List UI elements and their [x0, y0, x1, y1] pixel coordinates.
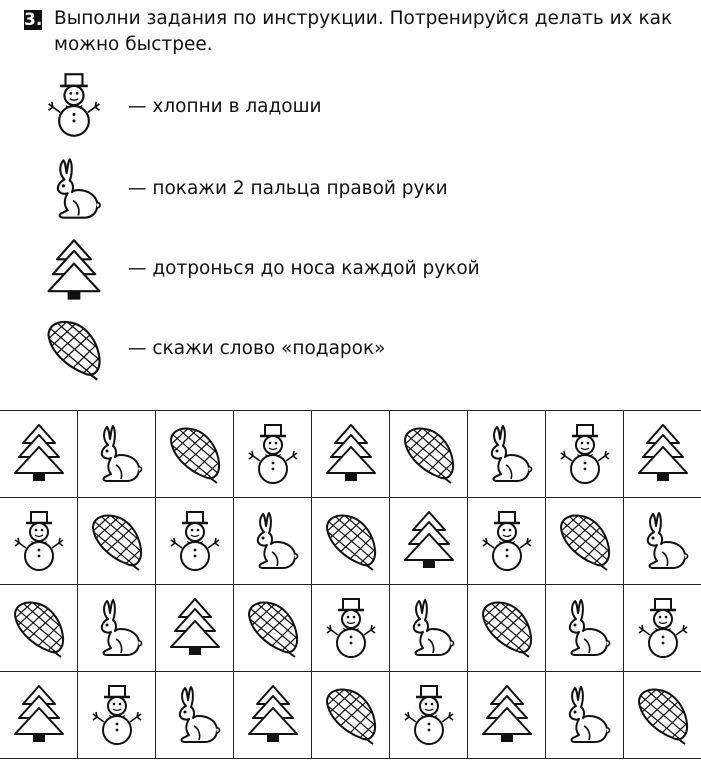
tree-icon	[40, 236, 108, 306]
grid-cell	[0, 498, 78, 585]
grid-row	[0, 411, 701, 498]
grid-cell	[624, 585, 701, 672]
snowman-icon	[243, 421, 303, 487]
tree-icon	[243, 682, 303, 748]
grid-cell	[546, 498, 624, 585]
grid-cell	[468, 498, 546, 585]
legend-text-rabbit: — покажи 2 пальца правой руки	[128, 178, 448, 199]
symbol-grid	[0, 410, 701, 759]
legend-item-rabbit	[40, 154, 640, 234]
grid-cell	[0, 411, 78, 498]
snowman-icon	[165, 508, 225, 574]
grid-row	[0, 498, 701, 585]
grid-cell	[624, 672, 701, 759]
grid-cell	[468, 672, 546, 759]
grid-cell	[390, 411, 468, 498]
tree-icon	[165, 595, 225, 661]
legend-item-snowman	[40, 70, 640, 150]
grid-cell	[624, 498, 701, 585]
rabbit-icon	[555, 595, 615, 661]
legend-text-snowman: — хлопни в ладоши	[128, 96, 322, 117]
grid-cell	[390, 672, 468, 759]
grid-cell	[390, 585, 468, 672]
grid-cell	[78, 411, 156, 498]
tree-icon	[399, 508, 459, 574]
grid-cell	[0, 672, 78, 759]
grid-cell	[234, 672, 312, 759]
pinecone-icon	[633, 682, 693, 748]
rabbit-icon	[87, 595, 147, 661]
grid-cell	[546, 585, 624, 672]
rabbit-icon	[633, 508, 693, 574]
grid-cell	[468, 585, 546, 672]
legend-text-tree: — дотронься до носа каждой рукой	[128, 258, 480, 279]
rabbit-icon	[555, 682, 615, 748]
task-number: 3.	[24, 10, 43, 30]
pinecone-icon	[321, 682, 381, 748]
grid-cell	[78, 585, 156, 672]
grid-cell	[0, 585, 78, 672]
grid-cell	[546, 411, 624, 498]
grid-cell	[546, 672, 624, 759]
legend-item-tree	[40, 236, 640, 316]
grid-cell	[312, 585, 390, 672]
tree-icon	[9, 421, 69, 487]
grid-cell	[234, 585, 312, 672]
legend-item-pinecone	[40, 314, 640, 394]
snowman-icon	[321, 595, 381, 661]
pinecone-icon	[243, 595, 303, 661]
tree-icon	[477, 682, 537, 748]
tree-icon	[9, 682, 69, 748]
rabbit-icon	[87, 421, 147, 487]
grid-cell	[390, 498, 468, 585]
tree-icon	[321, 421, 381, 487]
rabbit-icon	[399, 595, 459, 661]
snowman-icon	[87, 682, 147, 748]
snowman-icon	[477, 508, 537, 574]
rabbit-icon	[477, 421, 537, 487]
pinecone-icon	[399, 421, 459, 487]
rabbit-icon	[40, 154, 108, 224]
grid-cell	[156, 585, 234, 672]
grid-cell	[156, 672, 234, 759]
grid-cell	[78, 672, 156, 759]
grid-cell	[468, 411, 546, 498]
pinecone-icon	[9, 595, 69, 661]
grid-cell	[624, 411, 701, 498]
grid-cell	[156, 498, 234, 585]
snowman-icon	[633, 595, 693, 661]
rabbit-icon	[165, 682, 225, 748]
snowman-icon	[555, 421, 615, 487]
tree-icon	[633, 421, 693, 487]
legend-text-pinecone: — скажи слово «подарок»	[128, 338, 386, 359]
grid-row	[0, 585, 701, 672]
pinecone-icon	[165, 421, 225, 487]
pinecone-icon	[40, 314, 108, 384]
pinecone-icon	[321, 508, 381, 574]
grid-cell	[156, 411, 234, 498]
snowman-icon	[399, 682, 459, 748]
grid-cell	[78, 498, 156, 585]
grid-cell	[234, 498, 312, 585]
task-instructions: Выполни задания по инструкции. Потренируйся делать их как можно быстрее.	[54, 8, 673, 55]
pinecone-icon	[477, 595, 537, 661]
pinecone-icon	[87, 508, 147, 574]
grid-row	[0, 672, 701, 759]
snowman-icon	[9, 508, 69, 574]
grid-cell	[312, 672, 390, 759]
pinecone-icon	[555, 508, 615, 574]
grid-cell	[312, 498, 390, 585]
grid-cell	[312, 411, 390, 498]
grid-cell	[234, 411, 312, 498]
snowman-icon	[40, 70, 108, 140]
rabbit-icon	[243, 508, 303, 574]
